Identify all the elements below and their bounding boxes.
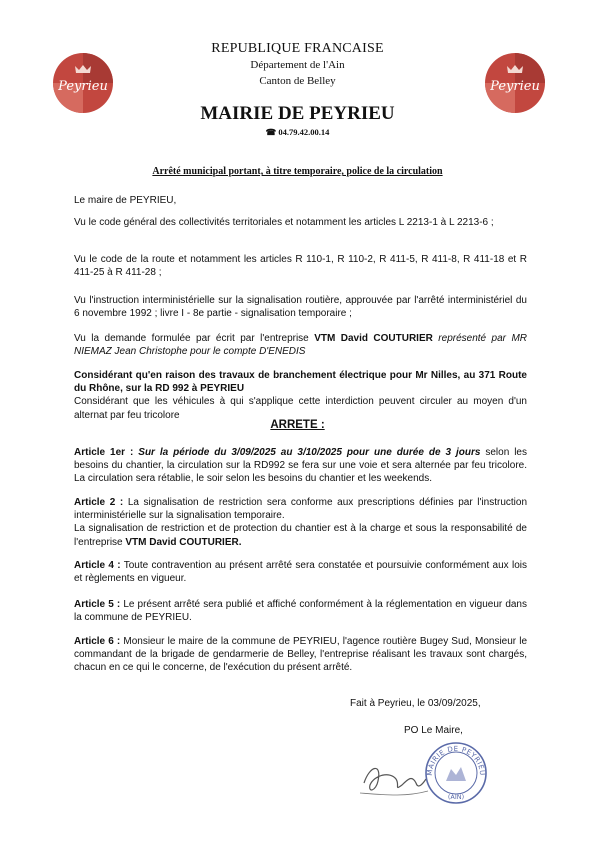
article-2: Article 2 : La signalisation de restriction sera conforme aux prescriptions définies par l'instruction interministérielle sur la signalisation temporaire. La signalisation de restriction et de protection du chantier est à la charge et sous la responsabilité de l'entreprise VTM David COUTURIER. (74, 497, 528, 548)
peyrieu-logo-right (484, 52, 546, 114)
considerant-paragraph: Considérant qu'en raison des travaux de branchement électrique pour Mr Nilles, au 371 Route du Rhône, sur la RD 992 à PEYRIEU Considérant que les véhicules à qui s'applique cette interdiction peuvent circuler au moyen d'un alternat par feu tricolore (74, 370, 527, 421)
article-6: Article 6 : Monsieur le maire de la commune de PEYRIEU, l'agence routière Bugey Sud, Monsieur le commandant de la brigade de gendarmerie de Belley, l'entreprise réalisant les travaux sont chargés, chacun en ce qui le concerne, de l'exécution du présent arrêté. (74, 636, 528, 674)
vu-paragraph-2: Vu le code de la route et notamment les articles R 110-1, R 110-2, R 411-5, R 411-8, R 411-18 et R 411-25 à R 411-28 ; (74, 254, 527, 279)
signature-stamp (356, 735, 496, 815)
svg-text:MAIRIE DE PEYRIEU: MAIRIE DE PEYRIEU (425, 744, 487, 777)
mairie-title: MAIRIE DE PEYRIEU (200, 103, 395, 124)
article-1: Article 1er : Sur la période du 3/09/2025 au 3/10/2025 pour une durée de 3 jours selon les besoins du chantier, la circulation sur la RD992 se fera sur une voie et sera alternée par feu tricolore. La circulation sera rétablie, le soir selon les besoins du chantier et les weekends. (74, 447, 527, 485)
vu-paragraph-3: Vu l'instruction interministérielle sur la signalisation routière, approuvée par l'arrêté interministériel du 6 novembre 1992 ; livre I - 8e partie - signalisation temporaire ; (74, 295, 527, 320)
canton-line: Canton de Belley (259, 75, 336, 87)
phone-number: ☎ 04.79.42.00.14 (265, 127, 330, 137)
signature-role: PO Le Maire, (404, 725, 463, 736)
vu-paragraph-4: Vu la demande formulée par écrit par l'entreprise VTM David COUTURIER représenté par MR NIEMAZ Jean Christophe pour le compte D'ENEDIS (74, 333, 527, 358)
svg-text:Peyrieu: Peyrieu (58, 79, 108, 94)
svg-text:Peyrieu: Peyrieu (490, 79, 540, 94)
intro-paragraph: Le maire de PEYRIEU, (74, 195, 177, 206)
department-line: Département de l'Ain (250, 59, 345, 71)
arrete-heading: ARRETE : (270, 419, 325, 431)
article-5: Article 5 : Le présent arrêté sera publié et affiché conformément à la réglementation en vigueur dans la commune de PEYRIEU. (74, 599, 527, 624)
article-4: Article 4 : Toute contravention au présent arrêté sera constatée et poursuivie conformément aux lois et règlements en vigueur. (74, 560, 527, 585)
peyrieu-logo-left (52, 52, 114, 114)
document-title: Arrêté municipal portant, à titre temporaire, police de la circulation (152, 166, 443, 177)
svg-text:(AIN): (AIN) (447, 793, 465, 801)
republic-heading: REPUBLIQUE FRANCAISE (211, 41, 384, 56)
vu-paragraph-1: Vu le code général des collectivités territoriales et notamment les articles L 2213-1 à L 2213-6 ; (74, 217, 494, 228)
signature-place-date: Fait à Peyrieu, le 03/09/2025, (350, 698, 481, 709)
handwritten-signature (364, 768, 426, 789)
